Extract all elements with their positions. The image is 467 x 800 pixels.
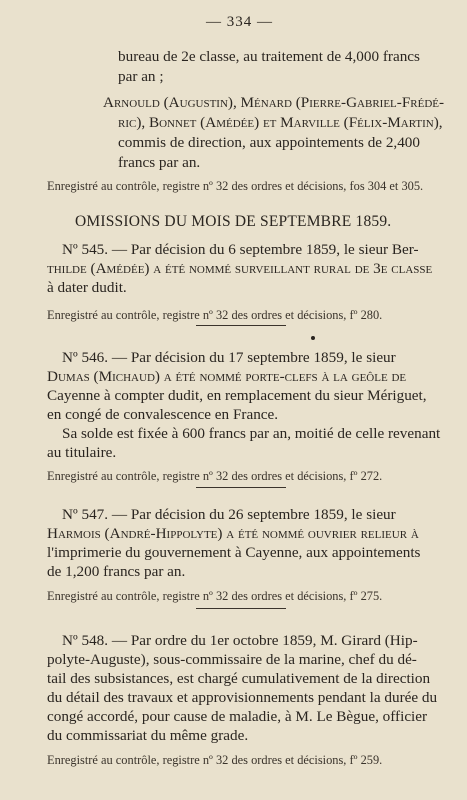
entry-line: en congé de convalescence en France. bbox=[47, 406, 279, 423]
entry-line: à dater dudit. bbox=[47, 279, 127, 296]
entry-line: Sa solde est fixée à 600 francs par an, moitié de celle revenant bbox=[62, 425, 441, 442]
entry-line: Nº 548. — Par ordre du 1er octobre 1859, M. Girard (Hip- bbox=[62, 632, 418, 649]
intro-line: bureau de 2e classe, au traitement de 4,000 francs bbox=[118, 48, 420, 65]
intro-line: commis de direction, aux appointements de 2,400 bbox=[118, 134, 420, 151]
section-title: OMISSIONS DU MOIS DE SEPTEMBRE 1859. bbox=[75, 213, 392, 230]
entry-line: tail des subsistances, est chargé cumulativement de la direction bbox=[47, 670, 431, 687]
entry-line: congé accordé, pour cause de maladie, à M. Le Bègue, officier bbox=[47, 708, 428, 725]
intro-line: Arnould (Augustin), Ménard (Pierre-Gabriel-Frédé- bbox=[103, 94, 445, 111]
entry-line: Nº 545. — Par décision du 6 septembre 1859, le sieur Ber- bbox=[62, 241, 419, 258]
intro-line: ric), Bonnet (Amédée) et Marville (Félix-Martin), bbox=[118, 114, 443, 131]
separator-rule bbox=[196, 487, 286, 488]
separator-rule bbox=[196, 608, 286, 609]
registration-note: Enregistré au contrôle, registre nº 32 des ordres et décisions, fos 304 et 305. bbox=[47, 179, 424, 193]
registration-note: Enregistré au contrôle, registre nº 32 des ordres et décisions, fº 259. bbox=[47, 753, 383, 767]
entry-line: Cayenne à compter dudit, en remplacement du sieur Mériguet, bbox=[47, 387, 427, 404]
separator-dot bbox=[311, 336, 315, 340]
entry-line: l'imprimerie du gouvernement à Cayenne, aux appointements bbox=[47, 544, 421, 561]
page-number: — 334 — bbox=[206, 14, 273, 30]
intro-line: par an ; bbox=[118, 68, 164, 85]
entry-line: au titulaire. bbox=[47, 444, 117, 461]
entry-line: thilde (Amédée) a été nommé surveillant rural de 3e classe bbox=[47, 260, 433, 277]
separator-rule bbox=[196, 325, 286, 326]
entry-line: Harmois (André-Hippolyte) a été nommé ouvrier relieur à bbox=[47, 525, 419, 542]
entry-line: polyte-Auguste), sous-commissaire de la marine, chef du dé- bbox=[47, 651, 417, 668]
intro-line: francs par an. bbox=[118, 154, 201, 171]
entry-line: du détail des travaux et approvisionnements pendant la durée du bbox=[47, 689, 438, 706]
entry-line: Dumas (Michaud) a été nommé porte-clefs à la geôle de bbox=[47, 368, 407, 385]
registration-note: Enregistré au contrôle, registre nº 32 des ordres et décisions, fº 272. bbox=[47, 469, 383, 483]
entry-line: de 1,200 francs par an. bbox=[47, 563, 186, 580]
entry-line: Nº 546. — Par décision du 17 septembre 1859, le sieur bbox=[62, 349, 396, 366]
registration-note: Enregistré au contrôle, registre nº 32 des ordres et décisions, fº 275. bbox=[47, 589, 383, 603]
entry-line: du commissariat du même grade. bbox=[47, 727, 249, 744]
entry-line: Nº 547. — Par décision du 26 septembre 1859, le sieur bbox=[62, 506, 396, 523]
registration-note: Enregistré au contrôle, registre nº 32 des ordres et décisions, fº 280. bbox=[47, 308, 383, 322]
